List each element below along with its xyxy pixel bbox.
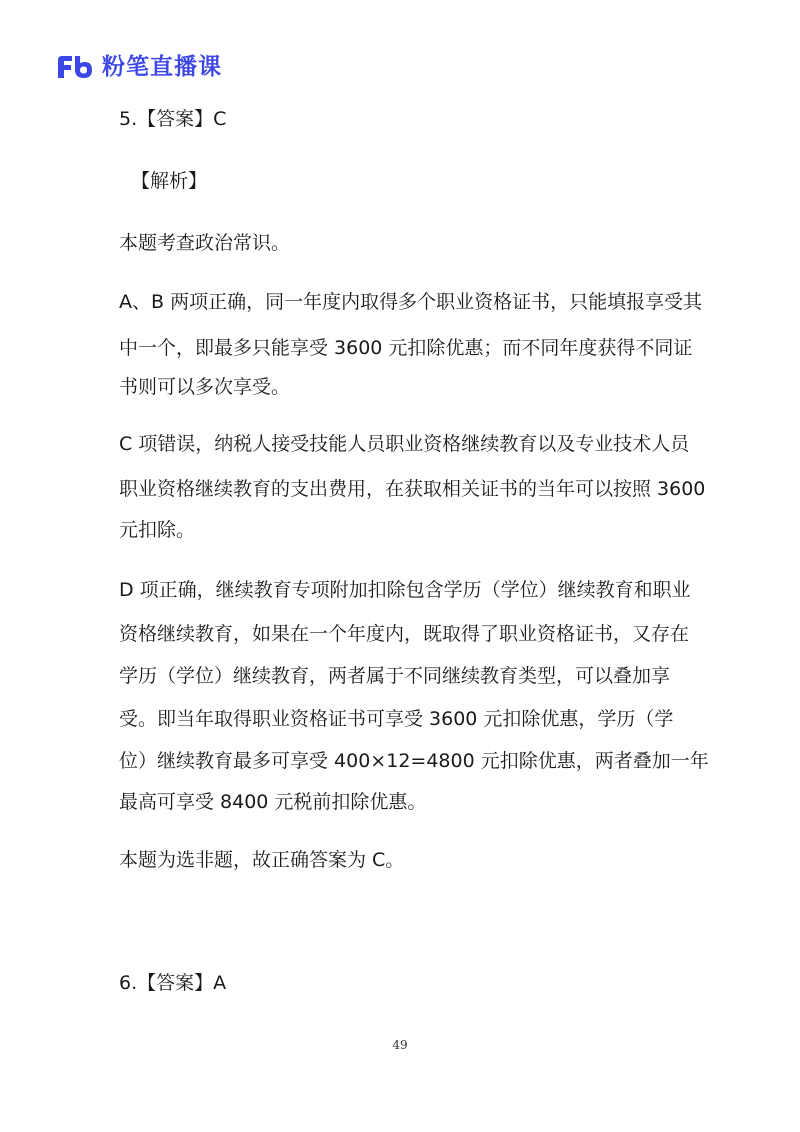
- question-6-answer: 6.【答案】A: [119, 972, 227, 994]
- option-d-line-4: 受。即当年取得职业资格证书可享受 3600 元扣除优惠，学历（学: [119, 708, 674, 730]
- conclusion-statement: 本题为选非题，故正确答案为 C。: [119, 849, 405, 871]
- option-d-line-6: 最高可享受 8400 元税前扣除优惠。: [119, 791, 427, 813]
- option-ab-line-3: 书则可以多次享受。: [119, 376, 291, 398]
- option-ab-line-1: A、B 两项正确，同一年度内取得多个职业资格证书，只能填报享受其: [119, 291, 703, 313]
- fenbi-logo-icon: [56, 54, 94, 80]
- option-d-line-5: 位）继续教育最多可享受 400×12=4800 元扣除优惠，两者叠加一年: [119, 750, 709, 772]
- option-d-line-3: 学历（学位）继续教育，两者属于不同继续教育类型，可以叠加享: [119, 665, 671, 687]
- option-c-line-1: C 项错误，纳税人接受技能人员职业资格继续教育以及专业技术人员: [119, 433, 690, 455]
- brand-logo: [56, 52, 222, 82]
- brand-name: 粉笔直播课: [102, 54, 222, 80]
- question-5-answer: 5.【答案】C: [119, 108, 227, 130]
- option-ab-line-2: 中一个，即最多只能享受 3600 元扣除优惠；而不同年度获得不同证: [119, 337, 693, 359]
- page-number: 49: [392, 1038, 408, 1052]
- option-d-line-2: 资格继续教育，如果在一个年度内，既取得了职业资格证书，又存在: [119, 623, 690, 645]
- analysis-label: 【解析】: [131, 170, 208, 192]
- option-d-line-1: D 项正确，继续教育专项附加扣除包含学历（学位）继续教育和职业: [119, 579, 691, 601]
- option-c-line-2: 职业资格继续教育的支出费用，在获取相关证书的当年可以按照 3600: [119, 478, 706, 500]
- option-c-line-3: 元扣除。: [119, 519, 196, 541]
- topic-statement: 本题考查政治常识。: [119, 232, 291, 254]
